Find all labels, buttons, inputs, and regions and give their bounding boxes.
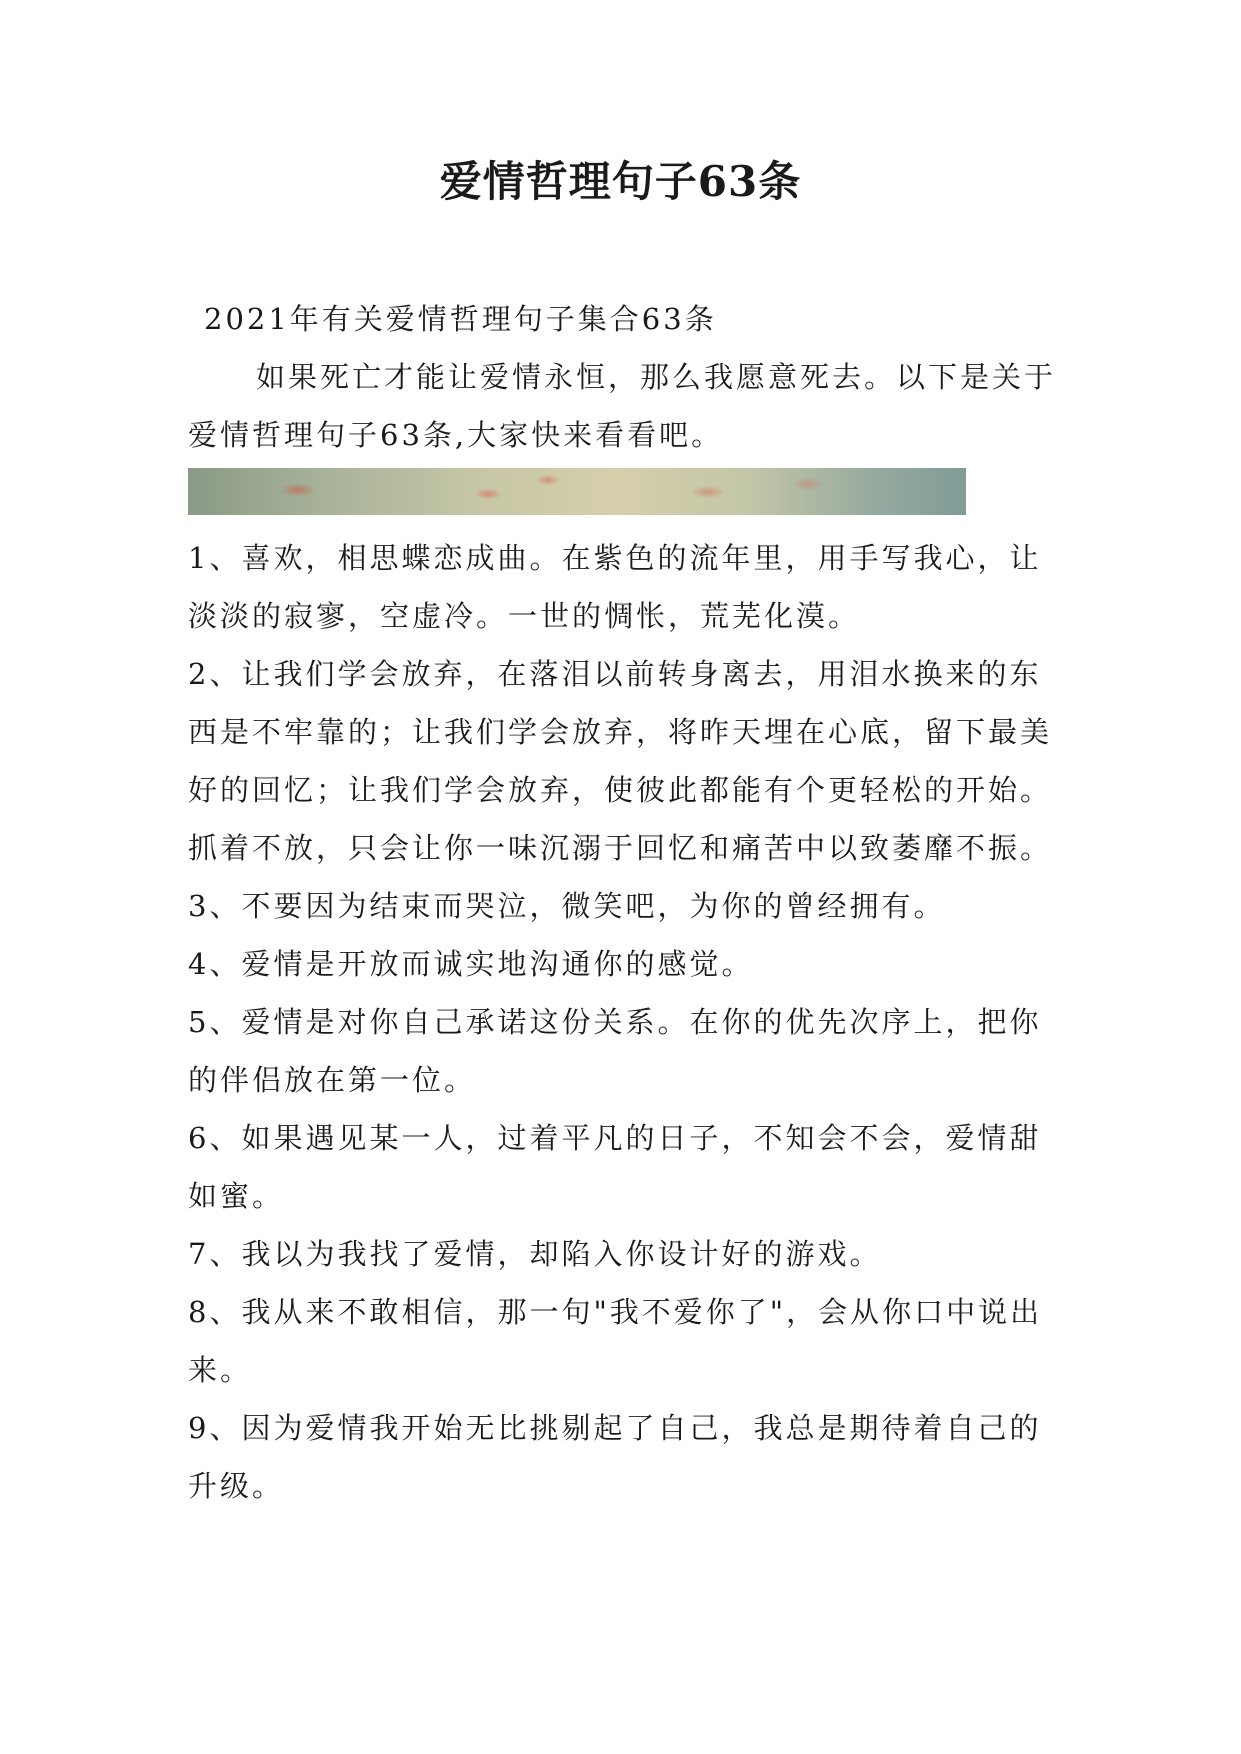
intro-paragraph: 如果死亡才能让爱情永恒，那么我愿意死去。以下是关于爱情哲理句子63条,大家快来看看吧。 [188,360,1057,452]
decorative-banner-image [188,468,966,515]
document-body [188,290,1056,1515]
list-item: 2、让我们学会放弃，在落泪以前转身离去，用泪水换来的东西是不牢靠的；让我们学会放弃，将昨天埋在心底，留下最美好的回忆；让我们学会放弃，使彼此都能有个更轻松的开始。抓着不放，只会让你一味沉溺于回忆和痛苦中以致萎靡不振。 [188,657,1053,865]
list-item: 3、不要因为结束而哭泣，微笑吧，为你的曾经拥有。 [188,889,946,923]
document-subtitle: 2021年有关爱情哲理句子集合63条 [204,302,717,336]
list-item: 1、喜欢，相思蝶恋成曲。在紫色的流年里，用手写我心，让淡淡的寂寥，空虚冷。一世的惆怅，荒芜化漠。 [188,541,1042,633]
list-item: 4、爱情是开放而诚实地沟通你的感觉。 [188,947,754,981]
list-item: 6、如果遇见某一人，过着平凡的日子，不知会不会，爱情甜如蜜。 [188,1121,1042,1213]
list-item: 8、我从来不敢相信，那一句"我不爱你了"，会从你口中说出来。 [188,1295,1043,1387]
quote-list [188,529,1056,1515]
list-item: 9、因为爱情我开始无比挑剔起了自己，我总是期待着自己的升级。 [188,1411,1042,1503]
list-item: 5、爱情是对你自己承诺这份关系。在你的优先次序上，把你的伴侣放在第一位。 [188,1005,1042,1097]
list-item: 7、我以为我找了爱情，却陷入你设计好的游戏。 [188,1237,882,1271]
document-title: 爱情哲理句子63条 [439,157,802,206]
